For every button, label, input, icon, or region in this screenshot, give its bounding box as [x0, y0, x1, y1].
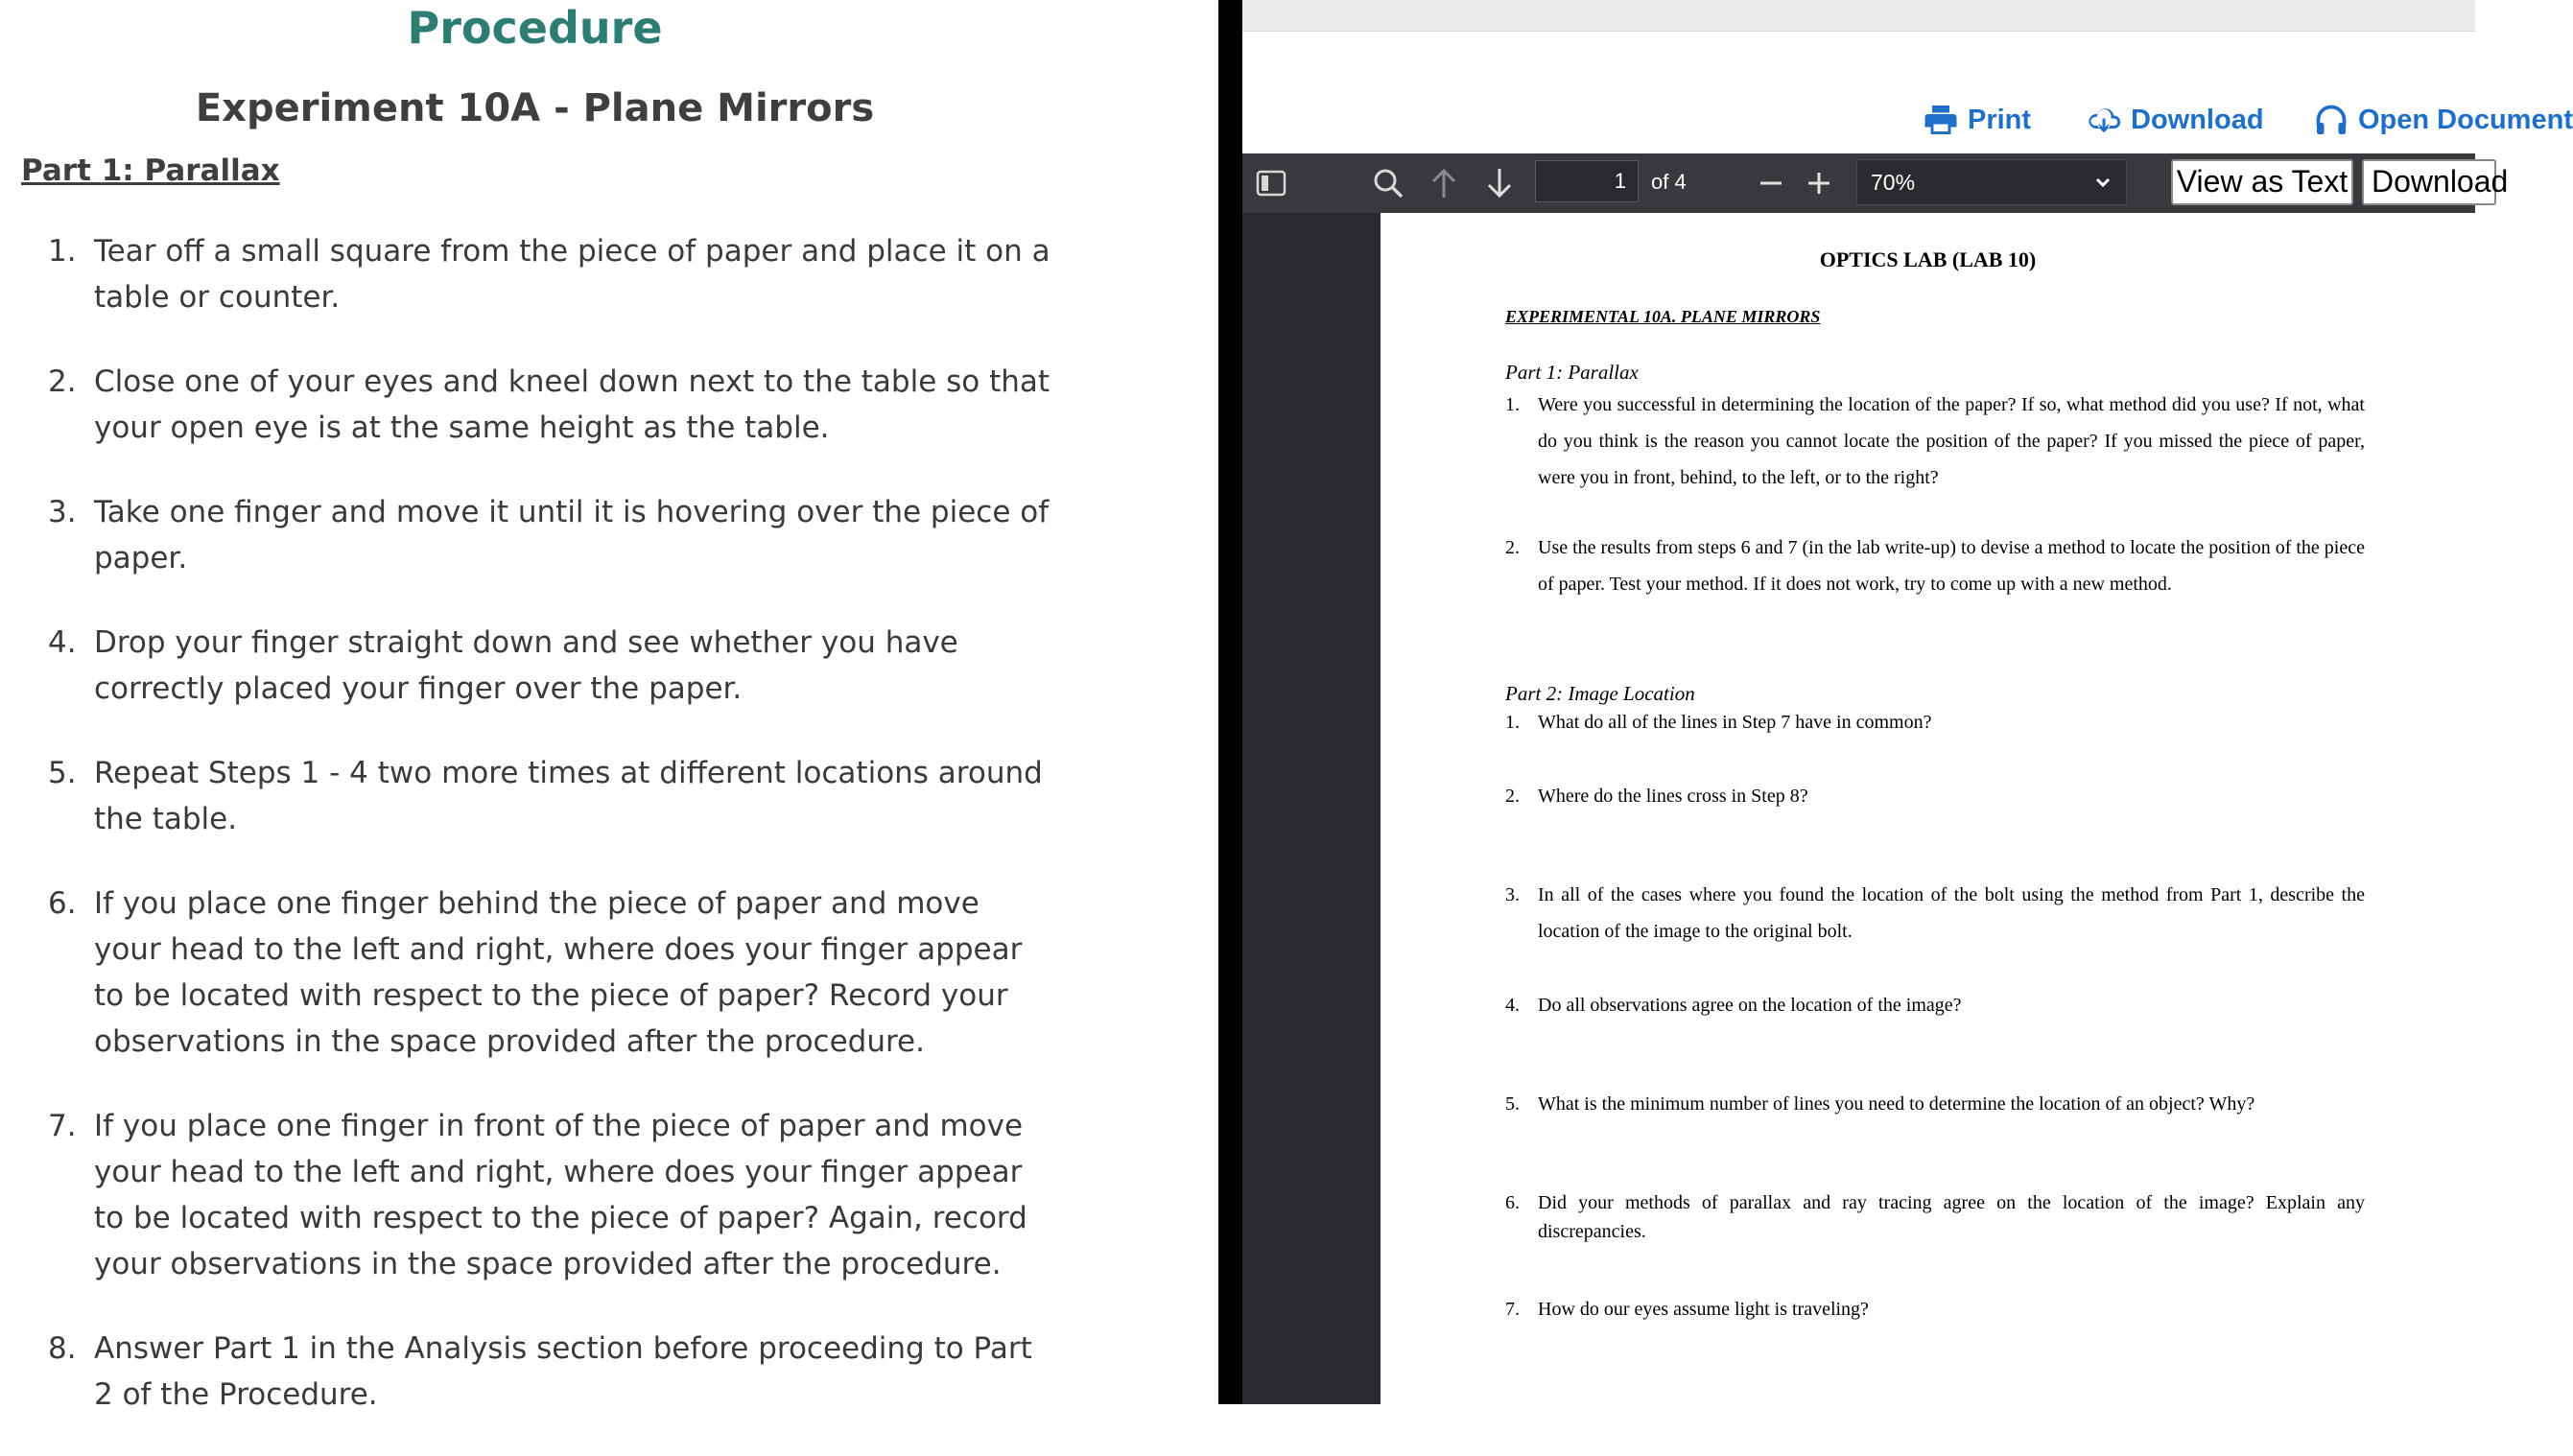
step-text: Tear off a small square from the piece of paper and place it on a table or counter. [94, 234, 1050, 315]
procedure-step: 6. If you place one finger behind the piece of paper and move your head to the left and right, where does your finger appear to be located with respect to the piece of paper? Record your observations in the space provided after the procedure. [48, 886, 1023, 1059]
page-number-input[interactable]: 1 [1535, 160, 1639, 202]
arrow-up-icon [1429, 167, 1458, 200]
printer-icon [1924, 103, 1958, 137]
zoom-in-button[interactable] [1805, 169, 1833, 198]
doc-part1-heading: Part 1: Parallax [1505, 361, 1639, 384]
doc-question: 3. In all of the cases where you found the location of the bolt using the method from Part 1, describe the location of the image to the original bolt. [1505, 884, 2365, 942]
sidebar-toggle-button[interactable] [1256, 169, 1286, 198]
step-text: Take one finger and move it until it is hovering over the piece of paper. [94, 495, 1050, 575]
download-button[interactable]: Download [2087, 103, 2264, 137]
procedure-step: 2. Close one of your eyes and kneel down next to the table so that your open eye is at the same height as the table. [48, 364, 1050, 445]
experiment-title: Experiment 10A - Plane Mirrors [195, 86, 875, 130]
part-heading: Part 1: Parallax [21, 153, 280, 188]
action-bar [1242, 31, 2573, 152]
doc-question: 1. What do all of the lines in Step 7 have in common? [1505, 712, 1932, 733]
zoom-select[interactable]: 70% [1856, 159, 2127, 205]
step-text: Drop your finger straight down and see whether you have correctly placed your finger over the paper. [94, 625, 958, 706]
plus-icon [1805, 169, 1833, 198]
procedure-step: 4. Drop your finger straight down and see whether you have correctly placed your finger over the paper. [48, 625, 958, 706]
procedure-step: 7. If you place one finger in front of the piece of paper and move your head to the left and right, where does your finger appear to be located with respect to the piece of paper? Again, record your observations in the space provided after the procedure. [48, 1109, 1027, 1281]
doc-question: 7. How do our eyes assume light is traveling? [1505, 1299, 1869, 1320]
pane-divider[interactable] [1218, 0, 1242, 1404]
doc-question: 1. Were you successful in determining the location of the paper? If so, what method did you use? If not, what do you think is the reason you cannot locate the position of the paper? If you missed the piece of paper, were you in front, behind, to the left, or to the right? [1505, 394, 2365, 488]
pdf-viewer-pane [1242, 0, 2573, 1404]
doc-experiment-heading: EXPERIMENTAL 10A. PLANE MIRRORS [1505, 307, 1821, 326]
procedure-steps [38, 228, 1055, 1456]
search-icon [1372, 167, 1405, 200]
step-text: Repeat Steps 1 - 4 two more times at different locations around the table. [94, 756, 1043, 836]
step-text: Close one of your eyes and kneel down next to the table so that your open eye is at the same height as the table. [94, 364, 1050, 445]
find-button[interactable] [1372, 167, 1405, 200]
doc-part2-heading: Part 2: Image Location [1505, 682, 1695, 705]
pdf-toolbar [1242, 153, 2509, 213]
step-text: If you place one finger in front of the piece of paper and move your head to the left and right, where does your finger appear to be located with respect to the piece of paper? Again, record your observations in the space provided after the procedure. [94, 1109, 1027, 1281]
open-document-button[interactable]: Open Document [2314, 103, 2573, 137]
procedure-pane [0, 0, 1218, 1412]
page-count: of 4 [1651, 170, 1687, 194]
pdf-page [1381, 213, 2475, 1404]
procedure-step: 3. Take one finger and move it until it is hovering over the piece of paper. [48, 495, 1050, 575]
doc-question: 2. Use the results from steps 6 and 7 (in the lab write-up) to devise a method to locate the position of the piece of paper. Test your method. If it does not work, try to come up with a new method. [1505, 537, 2365, 595]
procedure-step: 5. Repeat Steps 1 - 4 two more times at different locations around the table. [48, 756, 1043, 836]
headphones-icon [2314, 103, 2349, 137]
cloud-download-icon [2087, 103, 2121, 137]
previous-page-button[interactable] [1429, 167, 1458, 200]
viewer-top-strip [1242, 0, 2475, 32]
doc-title: OPTICS LAB (LAB 10) [1819, 247, 2037, 271]
arrow-down-icon [1485, 167, 1514, 200]
procedure-step: 1. Tear off a small square from the piece of paper and place it on a table or counter. [48, 234, 1050, 315]
next-page-button[interactable] [1485, 167, 1514, 200]
doc-question: 5. What is the minimum number of lines you need to determine the location of an object? Why? [1505, 1093, 2255, 1115]
doc-question: 2. Where do the lines cross in Step 8? [1505, 786, 1808, 807]
doc-question: 6. Did your methods of parallax and ray tracing agree on the location of the image? Explain any discrepancies. [1505, 1192, 2365, 1242]
view-as-text-button[interactable]: View as Text [2171, 159, 2353, 205]
chevron-down-icon [2091, 170, 2114, 193]
sidebar-toggle-icon [1256, 169, 1286, 198]
zoom-out-button[interactable] [1757, 169, 1785, 198]
viewer-gutter [1242, 213, 1381, 1404]
print-button[interactable]: Print [1924, 103, 2031, 137]
procedure-title: Procedure [407, 2, 663, 54]
step-text: If you place one finger behind the piece of paper and move your head to the left and right, where does your finger appear to be located with respect to the piece of paper? Record your observations in the space provided after the procedure. [94, 886, 1023, 1059]
toolbar-download-button[interactable]: Download [2362, 159, 2496, 205]
step-text: Answer Part 1 in the Analysis section before proceeding to Part 2 of the Procedure. [94, 1331, 1032, 1412]
minus-icon [1757, 169, 1785, 198]
doc-question: 4. Do all observations agree on the location of the image? [1505, 995, 1962, 1016]
procedure-step: 8. Answer Part 1 in the Analysis section before proceeding to Part 2 of the Procedure. [48, 1331, 1032, 1412]
